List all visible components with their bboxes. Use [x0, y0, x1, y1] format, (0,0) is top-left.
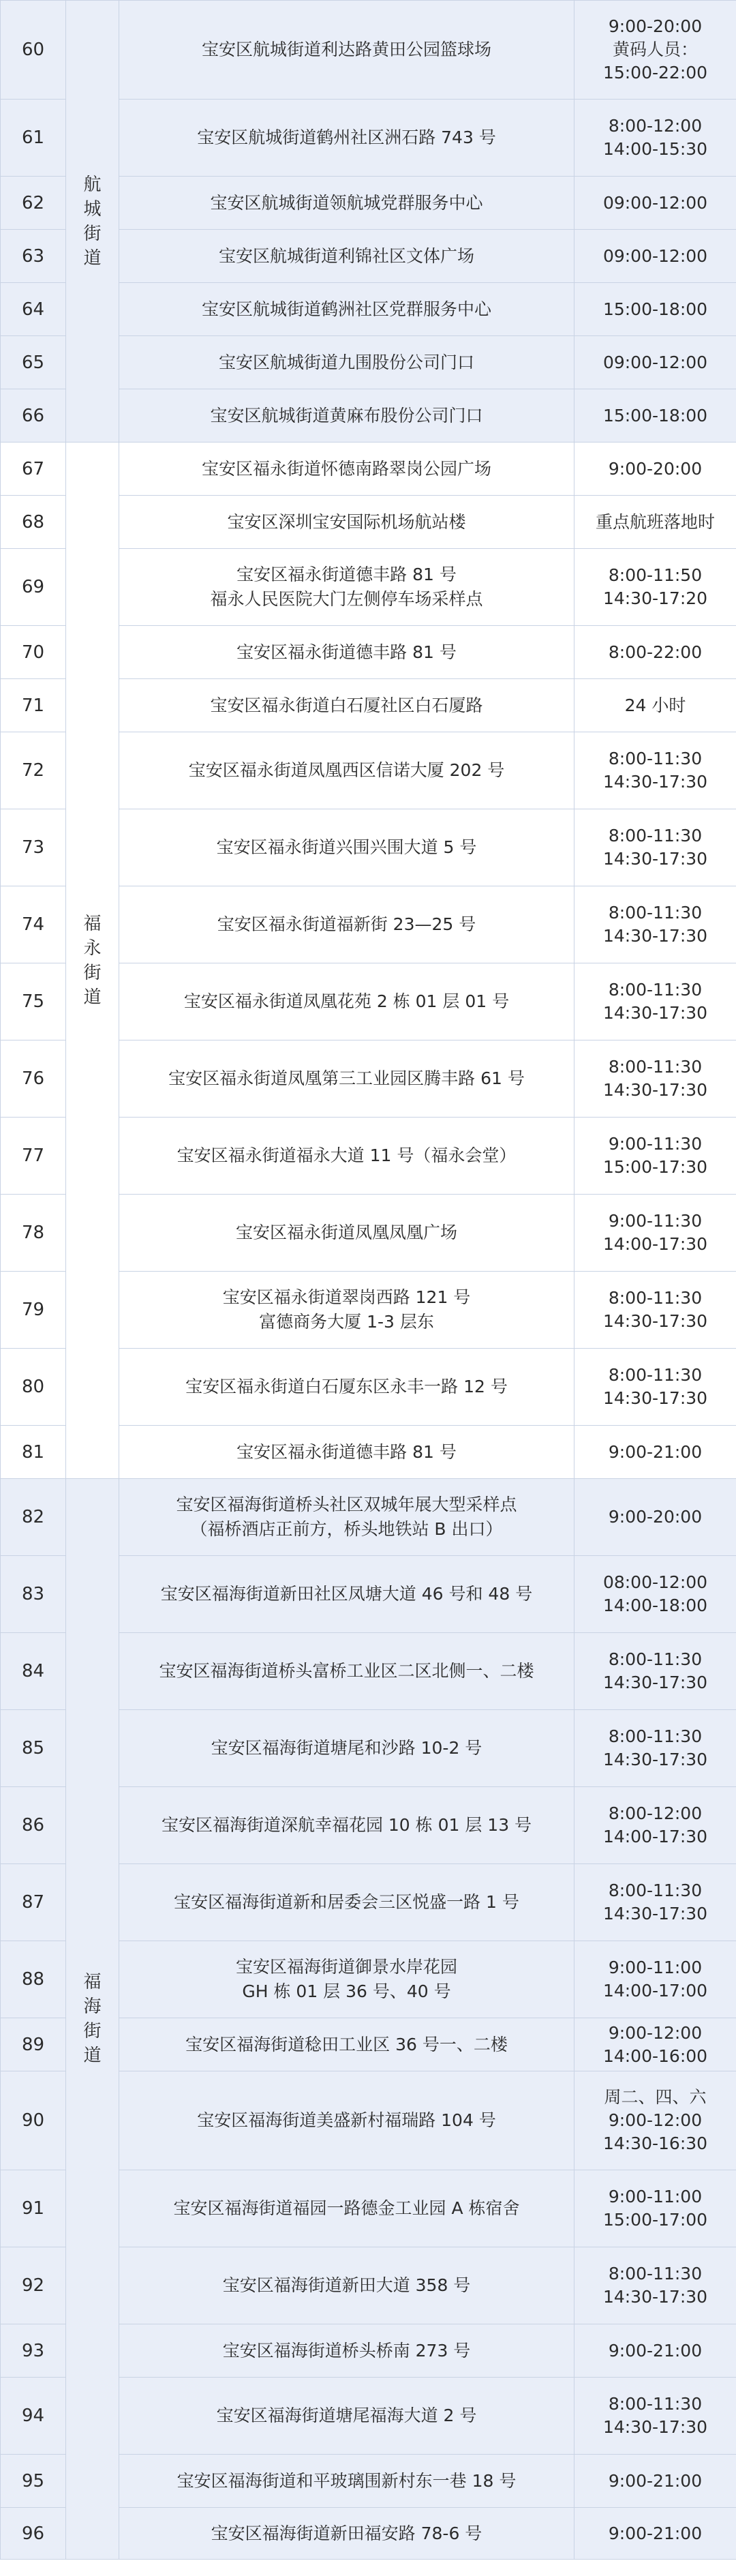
site-address: 宝安区福海街道深航幸福花园 10 栋 01 层 13 号: [119, 1787, 574, 1864]
district-label: 福海街道: [83, 1972, 102, 2066]
site-address: 宝安区福永街道德丰路 81 号: [119, 626, 574, 679]
site-address: 宝安区福海街道桥头桥南 273 号: [119, 2324, 574, 2378]
site-address: 宝安区福海街道桥头富桥工业区二区北侧一、二楼: [119, 1633, 574, 1710]
site-address: 宝安区福永街道兴围兴围大道 5 号: [119, 809, 574, 886]
row-number: 72: [1, 732, 66, 809]
district-label: 福永街道: [83, 913, 102, 1008]
row-number: 67: [1, 443, 66, 496]
row-number: 71: [1, 679, 66, 732]
row-number: 92: [1, 2247, 66, 2324]
site-address: 宝安区福海街道御景水岸花园 GH 栋 01 层 36 号、40 号: [119, 1941, 574, 2018]
table-body: [1, 1, 736, 2560]
site-address: 宝安区福永街道白石厦社区白石厦路: [119, 679, 574, 732]
service-hours: 8:00-11:30 14:30-17:30: [574, 1710, 736, 1787]
site-address: 宝安区福永街道德丰路 81 号: [119, 1426, 574, 1479]
service-hours: 9:00-21:00: [574, 2324, 736, 2378]
row-number: 75: [1, 963, 66, 1040]
service-hours: 9:00-20:00 黄码人员： 15:00-22:00: [574, 1, 736, 100]
row-number: 76: [1, 1040, 66, 1118]
site-address: 宝安区福永街道凤凰第三工业园区腾丰路 61 号: [119, 1040, 574, 1118]
row-number: 69: [1, 549, 66, 626]
service-hours: 09:00-12:00: [574, 336, 736, 389]
site-address: 宝安区福永街道德丰路 81 号 福永人民医院大门左侧停车场采样点: [119, 549, 574, 626]
site-address: 宝安区福永街道福永大道 11 号（福永会堂）: [119, 1118, 574, 1195]
site-address: 宝安区福永街道凤凰西区信诺大厦 202 号: [119, 732, 574, 809]
district-cell: [66, 1479, 119, 2560]
site-address: 宝安区福海街道美盛新村福瑞路 104 号: [119, 2071, 574, 2170]
site-address: 宝安区福永街道福新街 23—25 号: [119, 886, 574, 963]
site-address: 宝安区福永街道白石厦东区永丰一路 12 号: [119, 1349, 574, 1426]
row-number: 62: [1, 177, 66, 230]
service-hours: 8:00-11:30 14:30-17:30: [574, 1349, 736, 1426]
service-hours: 8:00-11:30 14:30-17:30: [574, 809, 736, 886]
row-number: 82: [1, 1479, 66, 1556]
district-label: 航城街道: [83, 174, 102, 269]
row-number: 61: [1, 100, 66, 177]
service-hours: 8:00-11:50 14:30-17:20: [574, 549, 736, 626]
site-address: 宝安区福海街道福园一路德金工业园 A 栋宿舍: [119, 2170, 574, 2247]
service-hours: 09:00-12:00: [574, 177, 736, 230]
service-hours: 8:00-11:30 14:30-17:30: [574, 1633, 736, 1710]
service-hours: 9:00-21:00: [574, 2455, 736, 2508]
service-hours: 8:00-22:00: [574, 626, 736, 679]
service-hours: 8:00-11:30 14:30-17:30: [574, 886, 736, 963]
row-number: 88: [1, 1941, 66, 2018]
service-hours: 9:00-20:00: [574, 1479, 736, 1556]
site-address: 宝安区福海街道和平玻璃围新村东一巷 18 号: [119, 2455, 574, 2508]
row-number: 63: [1, 230, 66, 283]
district-cell: [66, 443, 119, 1479]
service-hours: 9:00-21:00: [574, 2508, 736, 2560]
site-address: 宝安区福海街道新田社区凤塘大道 46 号和 48 号: [119, 1556, 574, 1633]
service-hours: 8:00-11:30 14:30-17:30: [574, 2247, 736, 2324]
row-number: 74: [1, 886, 66, 963]
row-number: 78: [1, 1195, 66, 1272]
district-cell: [66, 1, 119, 443]
site-address: 宝安区福永街道怀德南路翠岗公园广场: [119, 443, 574, 496]
service-hours: 08:00-12:00 14:00-18:00: [574, 1556, 736, 1633]
site-address: 宝安区福海街道新田福安路 78-6 号: [119, 2508, 574, 2560]
row-number: 73: [1, 809, 66, 886]
service-hours: 周二、四、六 9:00-12:00 14:30-16:30: [574, 2071, 736, 2170]
service-hours: 9:00-11:00 14:00-17:00: [574, 1941, 736, 2018]
site-address: 宝安区福海街道桥头社区双城年展大型采样点 （福桥酒店正前方，桥头地铁站 B 出口）: [119, 1479, 574, 1556]
service-hours: 8:00-11:30 14:30-17:30: [574, 1040, 736, 1118]
service-hours: 15:00-18:00: [574, 283, 736, 336]
service-hours: 9:00-12:00 14:00-16:00: [574, 2018, 736, 2071]
site-address: 宝安区福永街道凤凰凤凰广场: [119, 1195, 574, 1272]
row-number: 90: [1, 2071, 66, 2170]
service-hours: 9:00-11:30 15:00-17:30: [574, 1118, 736, 1195]
service-hours: 8:00-11:30 14:30-17:30: [574, 963, 736, 1040]
site-address: 宝安区深圳宝安国际机场航站楼: [119, 496, 574, 549]
service-hours: 9:00-11:30 14:00-17:30: [574, 1195, 736, 1272]
row-number: 94: [1, 2378, 66, 2455]
row-number: 85: [1, 1710, 66, 1787]
row-number: 64: [1, 283, 66, 336]
service-hours: 8:00-11:30 14:30-17:30: [574, 732, 736, 809]
service-hours: 8:00-11:30 14:30-17:30: [574, 2378, 736, 2455]
row-number: 93: [1, 2324, 66, 2378]
service-hours: 9:00-21:00: [574, 1426, 736, 1479]
site-address: 宝安区福海街道新田大道 358 号: [119, 2247, 574, 2324]
site-address: 宝安区航城街道九围股份公司门口: [119, 336, 574, 389]
site-address: 宝安区航城街道利达路黄田公园篮球场: [119, 1, 574, 100]
row-number: 70: [1, 626, 66, 679]
site-address: 宝安区福海街道新和居委会三区悦盛一路 1 号: [119, 1864, 574, 1941]
row-number: 91: [1, 2170, 66, 2247]
service-hours: 9:00-20:00: [574, 443, 736, 496]
row-number: 95: [1, 2455, 66, 2508]
table-row: [1, 1479, 736, 1556]
row-number: 84: [1, 1633, 66, 1710]
service-hours: 8:00-11:30 14:30-17:30: [574, 1272, 736, 1349]
service-hours: 8:00-12:00 14:00-15:30: [574, 100, 736, 177]
row-number: 96: [1, 2508, 66, 2560]
site-address: 宝安区航城街道利锦社区文体广场: [119, 230, 574, 283]
site-address: 宝安区航城街道领航城党群服务中心: [119, 177, 574, 230]
row-number: 77: [1, 1118, 66, 1195]
site-address: 宝安区福永街道翠岗西路 121 号 富德商务大厦 1-3 层东: [119, 1272, 574, 1349]
service-hours: 8:00-11:30 14:30-17:30: [574, 1864, 736, 1941]
service-hours: 09:00-12:00: [574, 230, 736, 283]
table-row: [1, 1, 736, 100]
row-number: 60: [1, 1, 66, 100]
row-number: 79: [1, 1272, 66, 1349]
service-hours: 15:00-18:00: [574, 389, 736, 443]
site-address: 宝安区航城街道鹤州社区洲石路 743 号: [119, 100, 574, 177]
site-address: 宝安区福海街道塘尾和沙路 10-2 号: [119, 1710, 574, 1787]
site-address: 宝安区福海街道塘尾福海大道 2 号: [119, 2378, 574, 2455]
row-number: 87: [1, 1864, 66, 1941]
row-number: 66: [1, 389, 66, 443]
service-hours: 8:00-12:00 14:00-17:30: [574, 1787, 736, 1864]
service-hours: 重点航班落地时: [574, 496, 736, 549]
site-address: 宝安区航城街道黄麻布股份公司门口: [119, 389, 574, 443]
service-hours: 24 小时: [574, 679, 736, 732]
table-row: [1, 443, 736, 496]
row-number: 80: [1, 1349, 66, 1426]
row-number: 89: [1, 2018, 66, 2071]
row-number: 81: [1, 1426, 66, 1479]
service-hours: 9:00-11:00 15:00-17:00: [574, 2170, 736, 2247]
site-address: 宝安区福海街道稔田工业区 36 号一、二楼: [119, 2018, 574, 2071]
row-number: 83: [1, 1556, 66, 1633]
row-number: 86: [1, 1787, 66, 1864]
row-number: 65: [1, 336, 66, 389]
site-address: 宝安区航城街道鹤洲社区党群服务中心: [119, 283, 574, 336]
site-address: 宝安区福永街道凤凰花苑 2 栋 01 层 01 号: [119, 963, 574, 1040]
row-number: 68: [1, 496, 66, 549]
